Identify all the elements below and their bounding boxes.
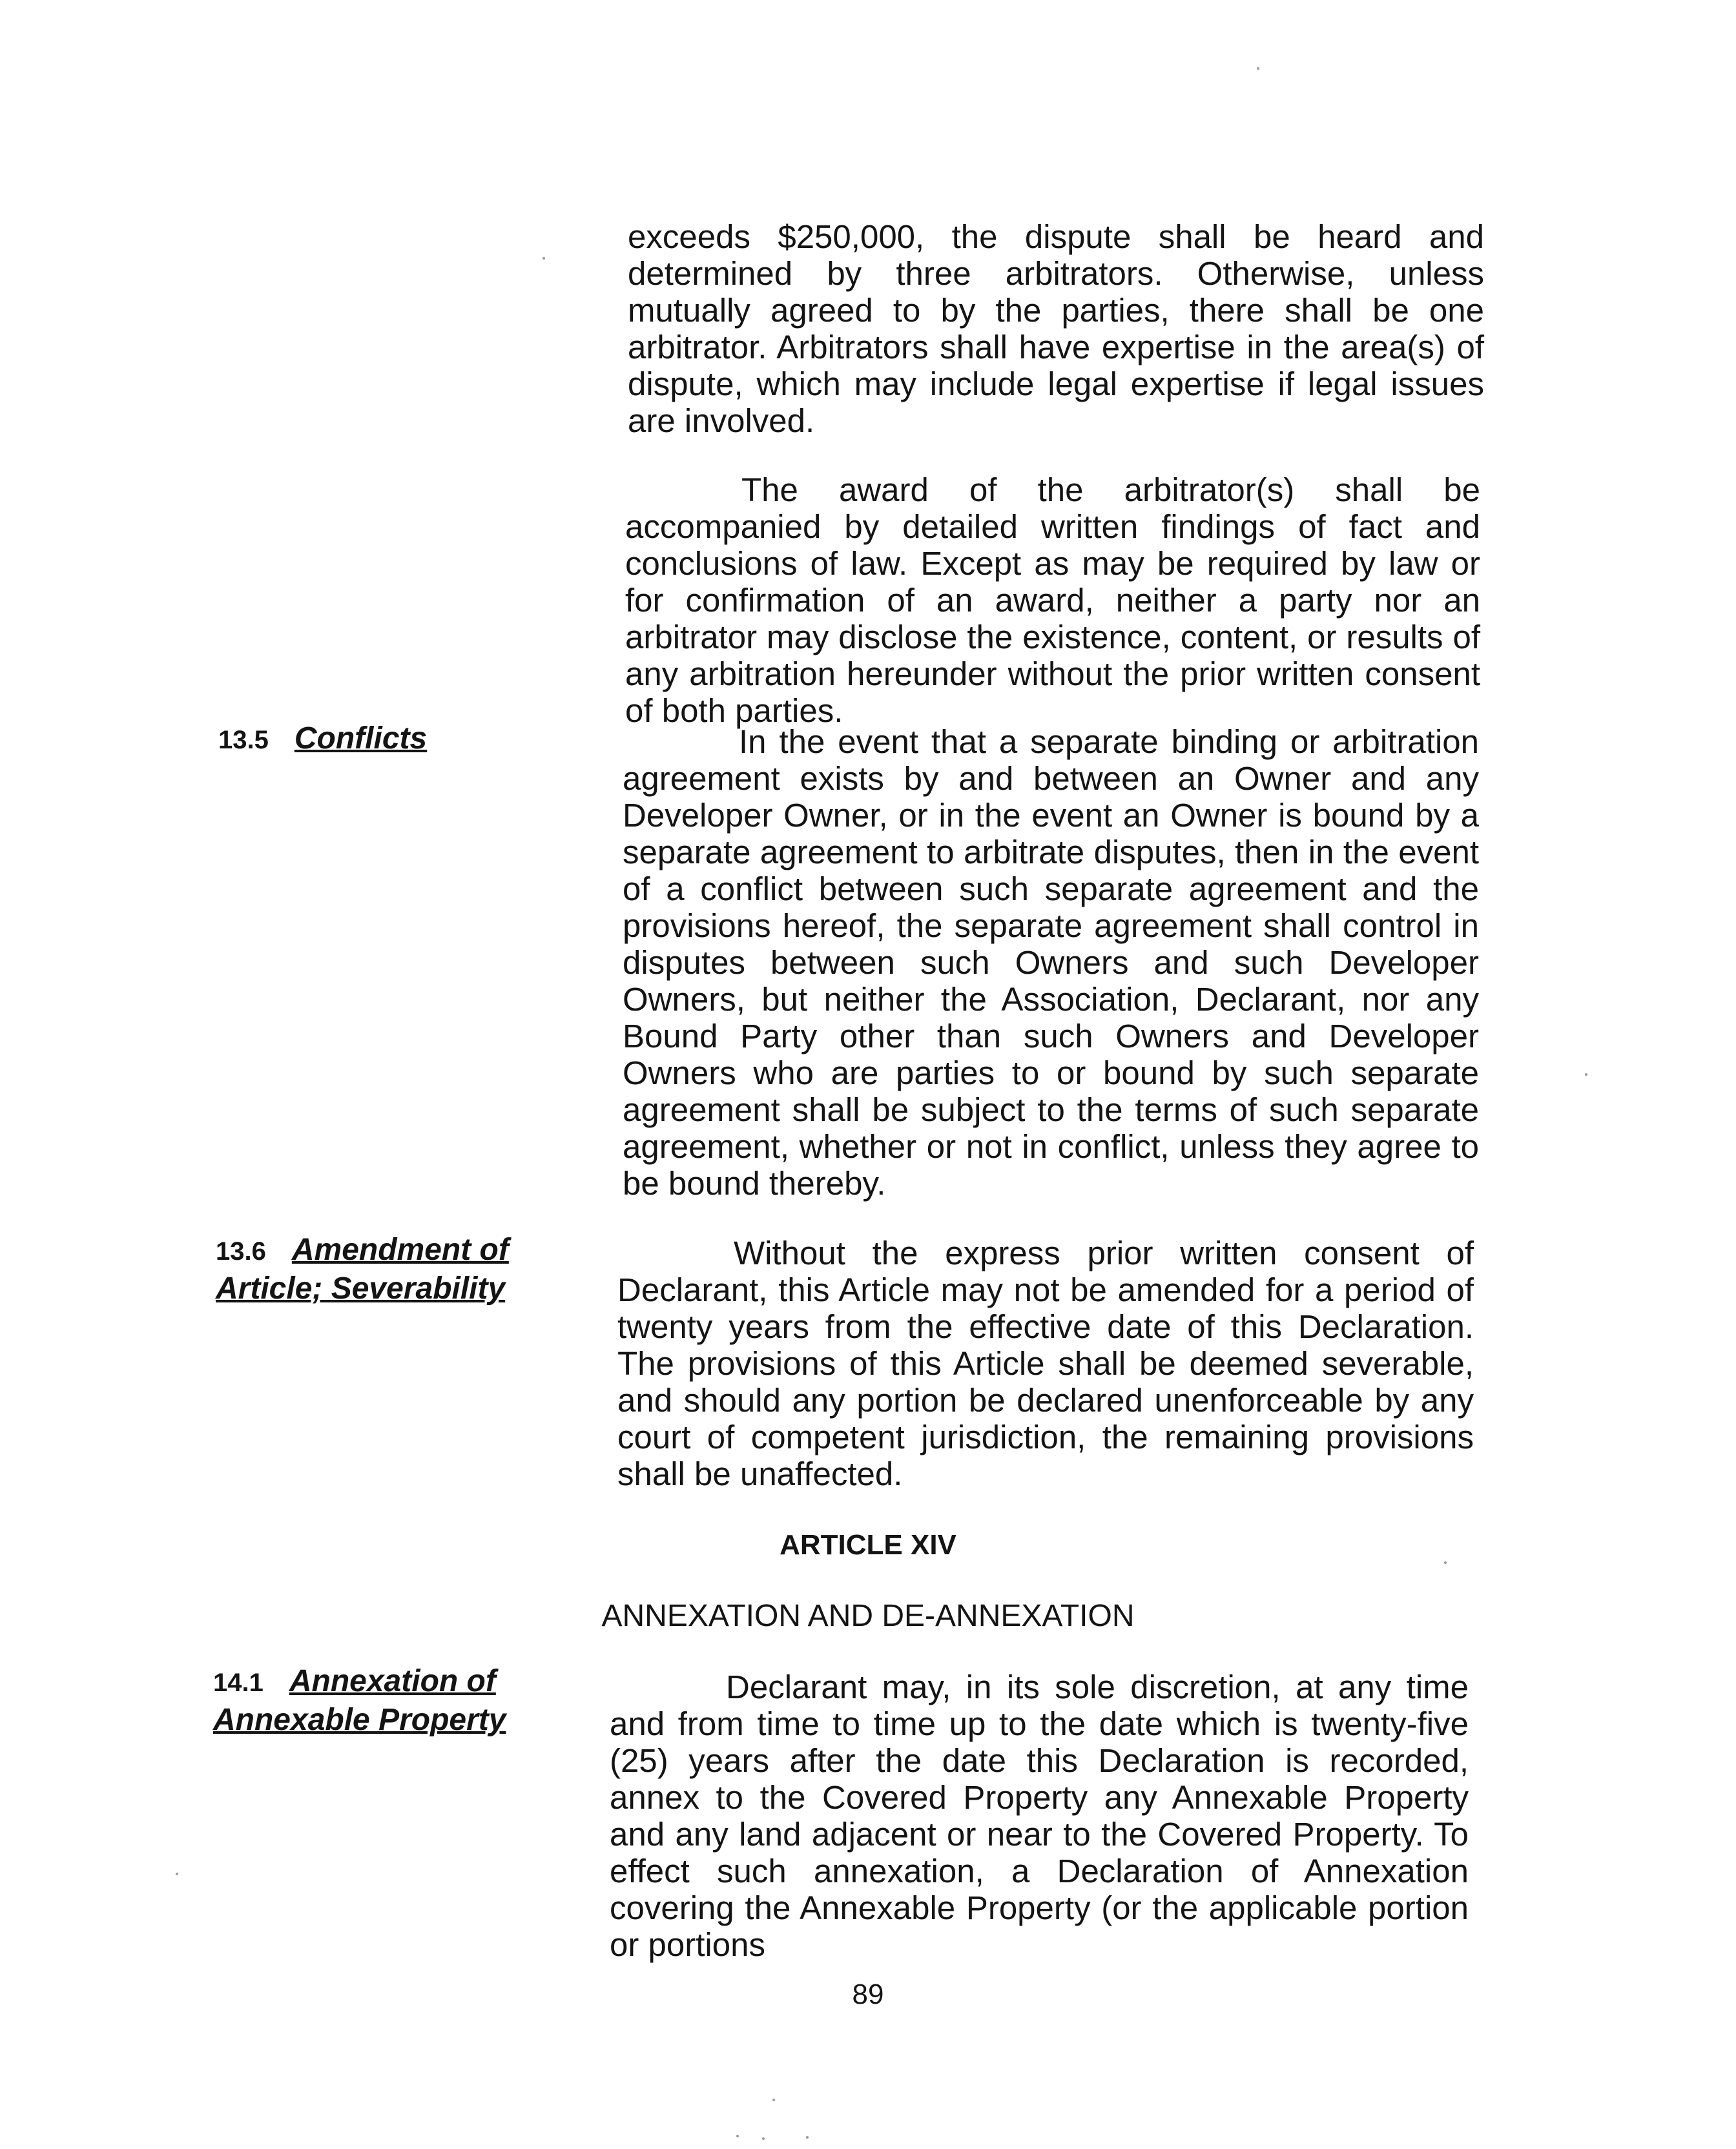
continuation-paragraph-2: The award of the arbitrator(s) shall be accompanied by detailed written findings of fact and conclusions of law. Except as may be required by law or for confirmation of an award, neither a party nor an arbitrator may disclose the existence, content, or results of any arbitration hereunder without the prior written consent of both parties.	[625, 471, 1480, 729]
section-14-1-text: Declarant may, in its sole discretion, at any time and from time to time up to the date which is twenty-five (25) years after the date this Declaration is recorded, annex to the Covered Property any Annexable Property and any land adjacent or near to the Covered Property. To effect such annexation, a Declaration of Annexation covering the Annexable Property (or the applicable portion or portions	[610, 1669, 1469, 1963]
scan-speck	[542, 257, 545, 260]
section-13-5-heading	[218, 719, 427, 758]
page-number: 89	[852, 1979, 884, 2010]
section-13-6-text: Without the express prior written consent of Declarant, this Article may not be amended for a period of twenty years from the effective date of this Declaration. The provisions of this Article shall be deemed severable, and should any portion be declared unenforceable by any court of competent jurisdiction, the remaining provisions shall be unaffected.	[617, 1235, 1474, 1492]
article-title: ANNEXATION AND DE-ANNEXATION	[601, 1599, 1135, 1633]
section-14-1-heading	[213, 1662, 506, 1738]
section-number: 14.1	[213, 1669, 264, 1697]
scan-speck	[1585, 1073, 1587, 1076]
section-13-5-text: In the event that a separate binding or arbitration agreement exists by and between an Owner and any Developer Owner, or in the event an Owner is bound by a separate agreement to arbitrate disputes, then in the event of a conflict between such separate agreement and the provisions hereof, the separate agreement shall control in disputes between such Owners and such Developer Owners, but neither the Association, Declarant, nor any Bound Party other than such Owners and Developer Owners who are parties to or bound by such separate agreement shall be subject to the terms of such separate agreement, whether or not in conflict, unless they agree to be bound thereby.	[623, 723, 1479, 1202]
section-number: 13.6	[216, 1237, 266, 1266]
scan-speck	[762, 2137, 765, 2140]
scan-speck	[176, 1873, 178, 1875]
scan-speck	[736, 2135, 739, 2137]
section-title-line-1: Annexation of	[289, 1664, 496, 1698]
section-13-6-heading	[216, 1231, 509, 1307]
scan-speck	[1444, 1561, 1447, 1564]
section-number: 13.5	[218, 726, 269, 754]
section-title-line-2: Article; Severability	[216, 1271, 506, 1306]
continuation-paragraph-1: exceeds $250,000, the dispute shall be heard and determined by three arbitrators. Otherwise, unless mutually agreed to by the parties, there shall be one arbitrator. Arbitrators shall have expertise in the area(s) of dispute, which may include legal expertise if legal issues are involved.	[628, 218, 1484, 439]
scan-speck	[806, 2136, 809, 2139]
scan-speck	[1257, 67, 1259, 70]
section-title-line-1: Amendment of	[291, 1233, 509, 1267]
scan-speck	[772, 2099, 775, 2101]
section-title-line-2: Annexable Property	[213, 1703, 506, 1737]
section-title: Conflicts	[294, 721, 428, 756]
article-number: ARTICLE XIV	[780, 1529, 956, 1561]
